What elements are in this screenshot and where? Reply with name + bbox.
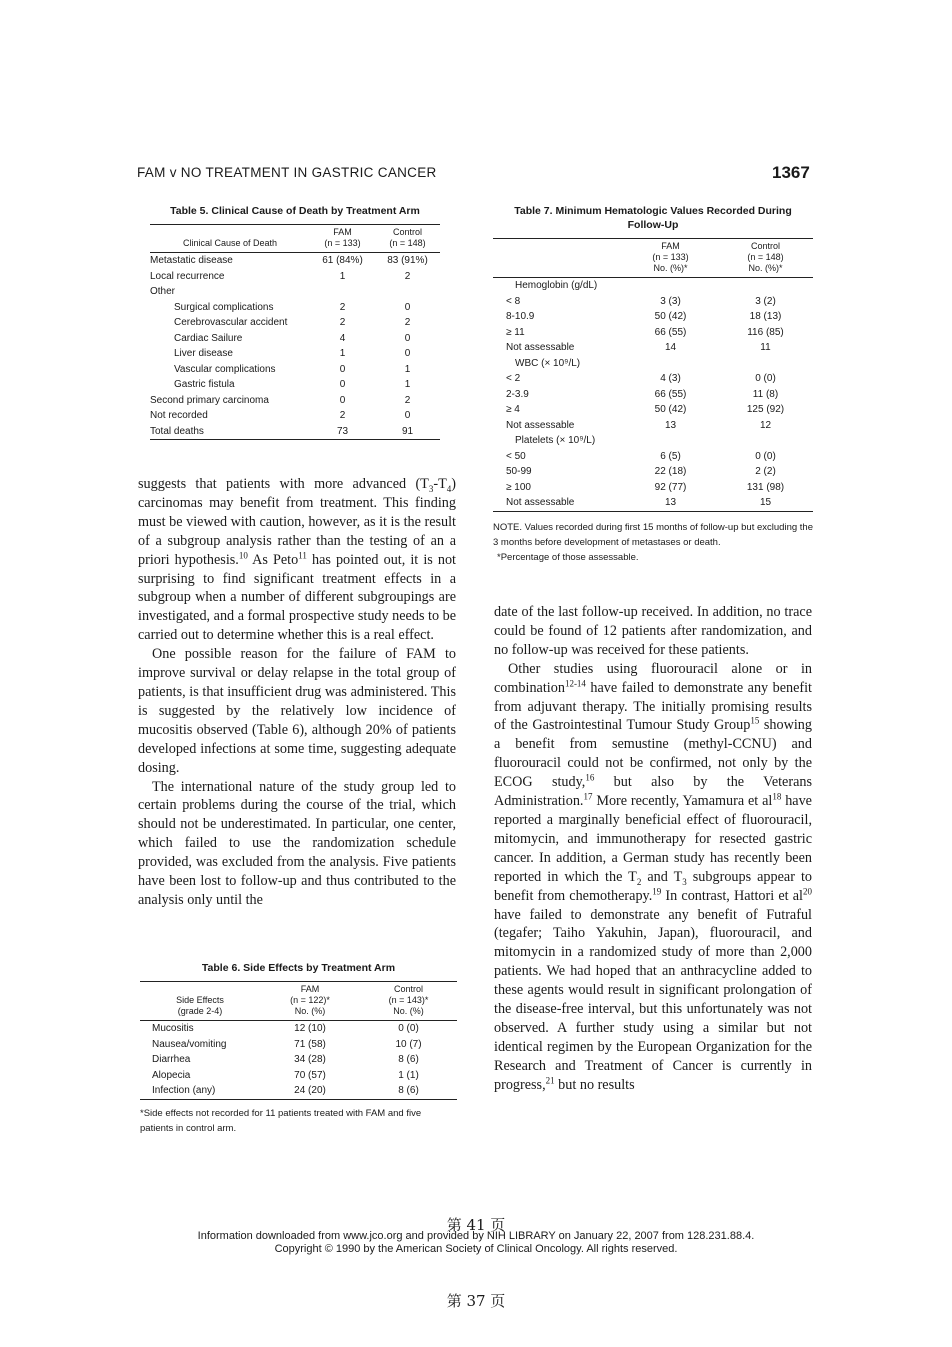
table-row bbox=[493, 495, 813, 511]
fam-value: 22 (18) bbox=[654, 466, 687, 477]
fam-value: 1 bbox=[339, 348, 346, 359]
row-label: Mucositis bbox=[152, 1023, 194, 1034]
table-5-grid bbox=[150, 224, 440, 440]
table-5 bbox=[150, 204, 440, 440]
table-row bbox=[493, 402, 813, 418]
fam-value bbox=[623, 278, 718, 294]
row-label: < 2 bbox=[506, 373, 521, 384]
fam-value: 4 bbox=[339, 332, 346, 344]
table-5-col-label: Clinical Cause of Death bbox=[150, 225, 310, 253]
control-value: 0 (0) bbox=[398, 1023, 419, 1034]
fam-value: 12 (10) bbox=[294, 1023, 326, 1034]
control-value: 0 bbox=[404, 348, 411, 359]
control-value: 12 bbox=[759, 419, 772, 431]
table-row bbox=[493, 433, 813, 449]
table-row bbox=[150, 346, 440, 362]
control-value: 0 (0) bbox=[755, 450, 776, 462]
table-row bbox=[493, 480, 813, 496]
row-label: Vascular complications bbox=[174, 363, 276, 375]
table-7-col-control: Control (n = 148) No. (%)* bbox=[718, 239, 813, 278]
table-row bbox=[150, 284, 440, 300]
running-title: FAM v NO TREATMENT IN GASTRIC CANCER bbox=[137, 165, 437, 180]
fam-value: 2 bbox=[339, 317, 346, 328]
table-5-col-control: Control (n = 148) bbox=[375, 225, 440, 253]
table-7-title: Table 7. Minimum Hematologic Values Recorded During Follow-Up bbox=[514, 205, 792, 231]
row-label: Metastatic disease bbox=[150, 255, 233, 266]
table-row bbox=[140, 1068, 457, 1084]
table-6-col-fam: FAM (n = 122)* No. (%) bbox=[260, 982, 360, 1021]
control-value: 11 bbox=[760, 342, 771, 353]
fam-value: 50 (42) bbox=[654, 311, 687, 322]
row-label: Alopecia bbox=[152, 1069, 191, 1081]
control-value: 0 bbox=[404, 301, 411, 313]
table-row bbox=[493, 371, 813, 387]
row-label: Other bbox=[150, 286, 176, 297]
table-7-grid bbox=[493, 238, 813, 512]
table-row bbox=[150, 331, 440, 347]
fam-value: 2 bbox=[339, 410, 346, 421]
control-value: 1 bbox=[404, 379, 411, 390]
table-7 bbox=[493, 204, 813, 565]
row-label: WBC (× 10⁹/L) bbox=[515, 357, 581, 369]
row-label: Second primary carcinoma bbox=[150, 394, 269, 406]
page-number: 1367 bbox=[772, 163, 810, 182]
row-label: 50-99 bbox=[506, 466, 532, 477]
fam-value bbox=[623, 356, 718, 372]
fam-value: 66 (55) bbox=[654, 388, 687, 400]
control-value: 125 (92) bbox=[746, 404, 785, 415]
table-6-col-control: Control (n = 143)* No. (%) bbox=[360, 982, 457, 1021]
table-row bbox=[150, 362, 440, 378]
table-row bbox=[493, 356, 813, 372]
table-7-note: NOTE. Values recorded during first 15 months of follow-up but excluding the 3 months before development of metastases or death. *Percentage of those assessable. bbox=[493, 521, 813, 563]
fam-value: 0 bbox=[339, 394, 346, 406]
fam-value: 0 bbox=[339, 379, 346, 390]
table-row bbox=[493, 294, 813, 310]
control-value: 2 bbox=[404, 270, 411, 282]
row-label: Liver disease bbox=[174, 348, 233, 359]
fam-value: 66 (55) bbox=[654, 326, 687, 338]
table-row bbox=[493, 387, 813, 403]
table-row bbox=[140, 1021, 457, 1037]
table-row bbox=[493, 340, 813, 356]
control-value bbox=[718, 278, 813, 294]
row-label: ≥ 4 bbox=[506, 404, 520, 415]
control-value: 131 (98) bbox=[746, 481, 785, 493]
fam-value: 92 (77) bbox=[654, 481, 687, 493]
fam-value: 1 bbox=[339, 270, 346, 282]
control-value: 2 bbox=[404, 394, 411, 406]
row-label: ≥ 100 bbox=[506, 481, 531, 493]
fam-value: 61 (84%) bbox=[322, 255, 363, 266]
table-row bbox=[493, 325, 813, 341]
fam-value: 73 bbox=[310, 424, 375, 440]
row-label: < 50 bbox=[506, 450, 526, 462]
table-row bbox=[150, 300, 440, 316]
fam-value: 34 (28) bbox=[294, 1054, 326, 1065]
fam-value: 71 (58) bbox=[294, 1038, 326, 1050]
table-row bbox=[150, 269, 440, 285]
row-label: Platelets (× 10⁹/L) bbox=[515, 435, 596, 446]
control-value: 2 bbox=[404, 317, 411, 328]
row-label: ≥ 11 bbox=[506, 326, 525, 338]
control-value: 2 (2) bbox=[755, 466, 776, 477]
fam-value bbox=[623, 433, 718, 449]
page-marker-bottom: 第 37 页 bbox=[446, 1292, 506, 1310]
table-6 bbox=[140, 961, 457, 1136]
control-value: 18 (13) bbox=[749, 311, 782, 322]
table-row bbox=[150, 424, 440, 440]
control-value: 91 bbox=[375, 424, 440, 440]
control-value: 3 (2) bbox=[755, 295, 776, 307]
fam-value: 14 bbox=[664, 342, 677, 353]
table-row bbox=[493, 449, 813, 465]
control-value: 0 (0) bbox=[755, 373, 776, 384]
row-label: Surgical complications bbox=[174, 301, 274, 313]
control-value: 83 (91%) bbox=[387, 255, 428, 266]
fam-value bbox=[310, 284, 375, 300]
control-value: 10 (7) bbox=[395, 1038, 422, 1050]
table-6-grid bbox=[140, 981, 457, 1100]
control-value: 1 bbox=[404, 363, 411, 375]
row-label: Nausea/vomiting bbox=[152, 1038, 227, 1050]
row-label: < 8 bbox=[506, 295, 521, 307]
left-paragraph-1: suggests that patients with more advanced $(T_3-T_4)$ carcinomas may benefit from treatment. This finding must be viewed with caution, however, as it is the result of a subgroup analysis rather than the testing of an a priori hypothesis.$^{10}$ As Peto$^{11}$ has pointed out, it is not surprising to find significant treatment effects in a subgroup when a number of different subgroupings are investigated, and a formal prospective study needs to be carried out to determine whether this is a real effect. bbox=[138, 476, 456, 644]
fam-value: 2 bbox=[339, 301, 346, 313]
fam-value: 13 bbox=[623, 495, 718, 511]
left-paragraph-2: One possible reason for the failure of FAM to improve survival or delay relapse in the total group of patients, is that insufficient drug was administered. This is suggested by the relatively low incidence of mucositis observed (Table 6), although 20% of patients developed infections at some time, suggesting adequate dosing. bbox=[138, 646, 456, 776]
row-label: Gastric fistula bbox=[174, 379, 235, 390]
fam-value: 6 (5) bbox=[660, 450, 681, 462]
table-6-title: Table 6. Side Effects by Treatment Arm bbox=[201, 962, 396, 974]
table-row bbox=[493, 278, 813, 294]
row-label: Total deaths bbox=[150, 424, 310, 440]
fam-value: 0 bbox=[339, 363, 346, 375]
copyright-notice: Copyright © 1990 by the American Society of Clinical Oncology. All rights reserved. bbox=[274, 1243, 678, 1255]
fam-value: 24 (20) bbox=[260, 1083, 360, 1099]
left-column-text bbox=[138, 475, 456, 910]
right-paragraph-1: date of the last follow-up received. In addition, no trace could be found of 12 patients after randomization, and no follow-up was received for these patients. bbox=[494, 604, 812, 658]
fam-value: 3 (3) bbox=[660, 295, 681, 307]
table-row bbox=[493, 418, 813, 434]
fam-value: 70 (57) bbox=[294, 1069, 326, 1081]
table-row bbox=[150, 315, 440, 331]
control-value: 1 (1) bbox=[398, 1069, 419, 1081]
table-row bbox=[150, 408, 440, 424]
table-7-col-fam: FAM (n = 133) No. (%)* bbox=[623, 239, 718, 278]
table-row bbox=[493, 309, 813, 325]
control-value bbox=[718, 433, 813, 449]
table-row bbox=[140, 1052, 457, 1068]
table-row bbox=[150, 253, 440, 269]
control-value: 8 (6) bbox=[398, 1054, 419, 1065]
download-notice: Information downloaded from www.jco.org and provided by NIH LIBRARY on January 22, 2007 from 128.231.88.4. bbox=[197, 1230, 755, 1242]
control-value: 116 (85) bbox=[747, 326, 784, 338]
table-row bbox=[140, 1083, 457, 1099]
control-value bbox=[375, 284, 440, 300]
row-label: Diarrhea bbox=[152, 1054, 191, 1065]
table-5-col-fam: FAM (n = 133) bbox=[310, 225, 375, 253]
row-label: 8-10.9 bbox=[506, 311, 535, 322]
row-label: 2-3.9 bbox=[506, 388, 529, 400]
control-value bbox=[718, 356, 813, 372]
row-label: Cerebrovascular accident bbox=[174, 317, 288, 328]
right-column-text bbox=[494, 603, 812, 1095]
table-row bbox=[150, 377, 440, 393]
fam-value: 50 (42) bbox=[654, 404, 687, 415]
table-6-note: *Side effects not recorded for 11 patients treated with FAM and five patients in control arm. bbox=[140, 1107, 422, 1134]
table-row bbox=[150, 393, 440, 409]
left-paragraph-3: The international nature of the study group led to certain problems during the course of the trial, which should not be underestimated. In particular, one center, which failed to use the randomization schedule provided, was excluded from the analysis. Five patients have been lost to follow-up and thus contributed to the analysis only until the bbox=[138, 778, 456, 908]
row-label: Not assessable bbox=[493, 495, 623, 511]
control-value: 8 (6) bbox=[360, 1083, 457, 1099]
row-label: Not assessable bbox=[506, 342, 575, 353]
row-label: Cardiac Sailure bbox=[174, 332, 243, 344]
row-label: Not assessable bbox=[506, 419, 575, 431]
right-paragraph-2: Other studies using fluorouracil alone or in combination$^{12-14}$ have failed to demonstrate any benefit from adjuvant therapy. The initially promising results of the Gastrointestinal Tumour Study Group$^{15}$ showing a benefit from semustine (methyl-CCNU) and fluorouracil could not be confirmed, not only by the ECOG study,$^{16}$ but also by the Veterans Administration.$^{17}$ More recently, Yamamura et $al^{18}$ have reported a marginally beneficial effect of fluorouracil, mitomycin, and immunotherapy for resected gastric cancer. In addition, a German study has recently been reported in which the $T_2$ and $T_3$ subgroups appear to benefit from chemotherapy.$^{19}$ In contrast, Hattori et $al^{20}$ have failed to demonstrate any benefit of Futraful (tegafer; Taiho Yakuhin, Japan), fluorouracil, and mitomycin in a randomized study of more than 2,000 patients. We had hoped that an anthracycline added to these agents would result in significant prolongation of the disease-free interval, but this unfortunately was not observed. A further study using a similar but not identical regimen by the European Organization for the Research and Treatment of Cancer is currently in progress,$^{21}$ but no results bbox=[494, 660, 813, 1093]
fam-value: 13 bbox=[664, 419, 677, 431]
row-label: Local recurrence bbox=[150, 270, 225, 282]
table-row bbox=[493, 464, 813, 480]
row-label: Not recorded bbox=[150, 410, 208, 421]
fam-value: 4 (3) bbox=[660, 373, 681, 384]
control-value: 11 (8) bbox=[752, 388, 779, 400]
control-value: 15 bbox=[718, 495, 813, 511]
row-label: Infection (any) bbox=[140, 1083, 260, 1099]
table-6-col-label: Side Effects (grade 2-4) bbox=[140, 982, 260, 1021]
page-marker-top: 第 41 页 bbox=[446, 1216, 506, 1234]
table-5-title: Table 5. Clinical Cause of Death by Treatment Arm bbox=[170, 205, 420, 217]
row-label: Hemoglobin (g/dL) bbox=[515, 280, 598, 291]
control-value: 0 bbox=[404, 332, 411, 344]
control-value: 0 bbox=[404, 410, 411, 421]
table-row bbox=[140, 1037, 457, 1053]
